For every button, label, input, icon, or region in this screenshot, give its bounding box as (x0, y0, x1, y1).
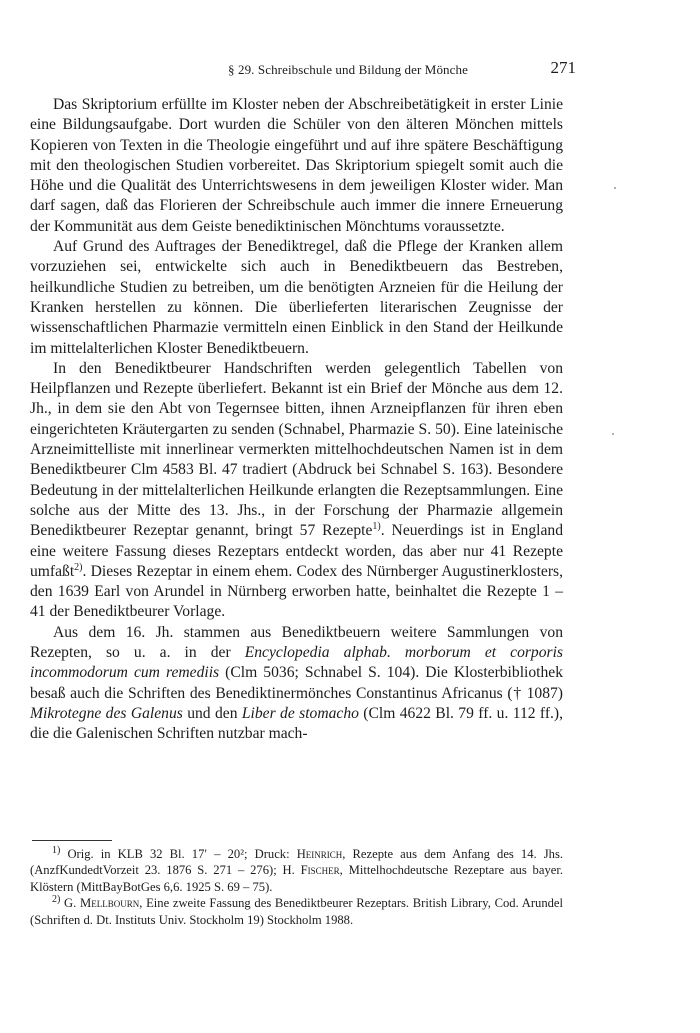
paragraph-4-text-d: (Clm 4622 Bl. 79 ff. u. 112 ff.), die die Galenischen Schriften nutzbar mach- (30, 704, 564, 743)
author-mellbourn: Mellbourn (80, 896, 140, 911)
paragraph-3 (30, 359, 563, 623)
page-header (32, 58, 664, 82)
footnote-2-mark: 2) (52, 894, 61, 906)
paragraph-4-text-a: Aus dem 16. Jh. stammen aus Benediktbeuern weitere Sammlungen von Rezepten, so u. a. in der (30, 623, 563, 662)
footnote-divider (32, 840, 112, 841)
footnote-1: $^{1)}$ Orig. in KLB 32 Bl. 17′ – 20²; Druck: Heinrich, Rezepte aus dem Anfang des 14. Jhs. (AnzfKundedtVorzeit 23. 1876 S. 271 – 276); H. Fischer, Mittelhochdeutsche Rezeptare aus bayer. Klöstern (MittBayBotGes 6,6. 1925 S. 69 – 75). (30, 844, 563, 894)
footnote-1-mark: 1) (52, 844, 61, 856)
paragraph-4-text-c: und den (182, 704, 242, 722)
paragraph-1: Das Skriptorium erfüllte im Kloster neben der Abschreibetätigkeit in erster Linie eine Bildungsaufgabe. Dort wurden die Schüler von den älteren Mönchen mittels Kopieren von Texten in die Theologie eingeführt und auf ihre spätere Beschäftigung mit den theologischen Studien vorbereitet. Das Skriptorium spiegelt somit auch die Höhe und die Qualität des Unterrichtswesens in dem jeweiligen Kloster wider. Man darf sagen, daß das Florieren der Schreibschule auch immer die innere Erneuerung der Kommunität aus dem Geiste benediktinischen Mönchtums voraussetzte. (30, 96, 563, 235)
footnote-ref-2[interactable]: 2) (74, 561, 83, 573)
footnotes (30, 846, 563, 928)
margin-dot (612, 433, 614, 435)
title-mikrotegne: Mikrotegne des Galenus (30, 704, 183, 722)
author-fischer: Fischer (300, 863, 340, 878)
paragraph-3-text-c: . Dieses Rezeptar in einem ehem. Codex des Nürnberger Augustinerklosters, den 1639 Earl von Arundel in Nürnberg erworben hatte, beinhaltet die Rezepte 1 – 41 der Benediktbeurer Vorlage. (30, 562, 563, 621)
footnote-ref-1[interactable]: 1) (372, 521, 381, 533)
paragraph-3-text-a: In den Benediktbeurer Handschriften werden gelegentlich Tabellen von Heilpflanzen und Rezepte überliefert. Bekannt ist ein Brief der Mönche aus dem 12. Jh., in dem sie den Abt von Tegernsee bitten, ihnen Arzneipflanzen für ihren eben eingerichteten Kräutergarten zu senden (Schnabel, Pharmazie S. 50). Eine lateinische Arzneimittelliste mit innerlinear vermerkten mittelhochdeutschen Namen ist in dem Benediktbeurer Clm 4583 Bl. 47 tradiert (Abdruck bei Schnabel S. 163). Besondere Bedeutung in der mittelalterlichen Heilkunde erlangten die Rezeptsammlungen. Eine solche aus der Mitte des 13. Jhs., in der Forschung der Pharmazie allgemein Benediktbeurer Rezeptar genannt, bringt 57 Rezepte (30, 359, 563, 540)
page-number: 271 (550, 58, 576, 77)
running-title: § 29. Schreibschule und Bildung der Mönche (228, 62, 468, 77)
main-text (30, 95, 563, 745)
title-liber-de-stomacho: Liber de stomacho (241, 704, 359, 722)
paragraph-4-text-b: (Clm 5036; Schnabel S. 104). Die Klosterbibliothek besaß auch die Schriften des Benediktinermönches Constantinus Africanus († 1087) (30, 664, 564, 702)
paragraph-3-text-b: . Neuerdings ist in England eine weitere Fassung dieses Rezeptars entdeckt worden, das aber nur 41 Rezepte umfaßt (30, 522, 563, 580)
title-encyclopedia: Encyclopedia alphab. morborum et corporis incommodorum cum remediis (30, 644, 563, 682)
paragraph-2: Auf Grund des Auftrages der Benediktregel, daß die Pflege der Kranken allem vorzuziehen sei, entwickelte sich auch in Benediktbeuern das Bestreben, heilkundliche Studien zu betreiben, um die benötigten Arzneien für die Heilung der Kranken herstellen zu können. Die überlieferten literarischen Zeugnisse der wissenschaftlichen Pharmazie vermitteln einen Einblick in den Stand der Heilkunde im mittelalterlichen Kloster Benediktbeuern. (30, 238, 563, 357)
author-heinrich: Heinrich (296, 847, 343, 861)
paragraph-4 (30, 623, 563, 745)
footnote-2: $^{2)}$ G. Mellbourn, Eine zweite Fassung des Benediktbeurer Rezeptars. British Library, Cod. Arundel (Schriften d. Dt. Instituts Univ. Stockholm 19) Stockholm 1988. (30, 894, 564, 927)
margin-dot (614, 187, 616, 189)
